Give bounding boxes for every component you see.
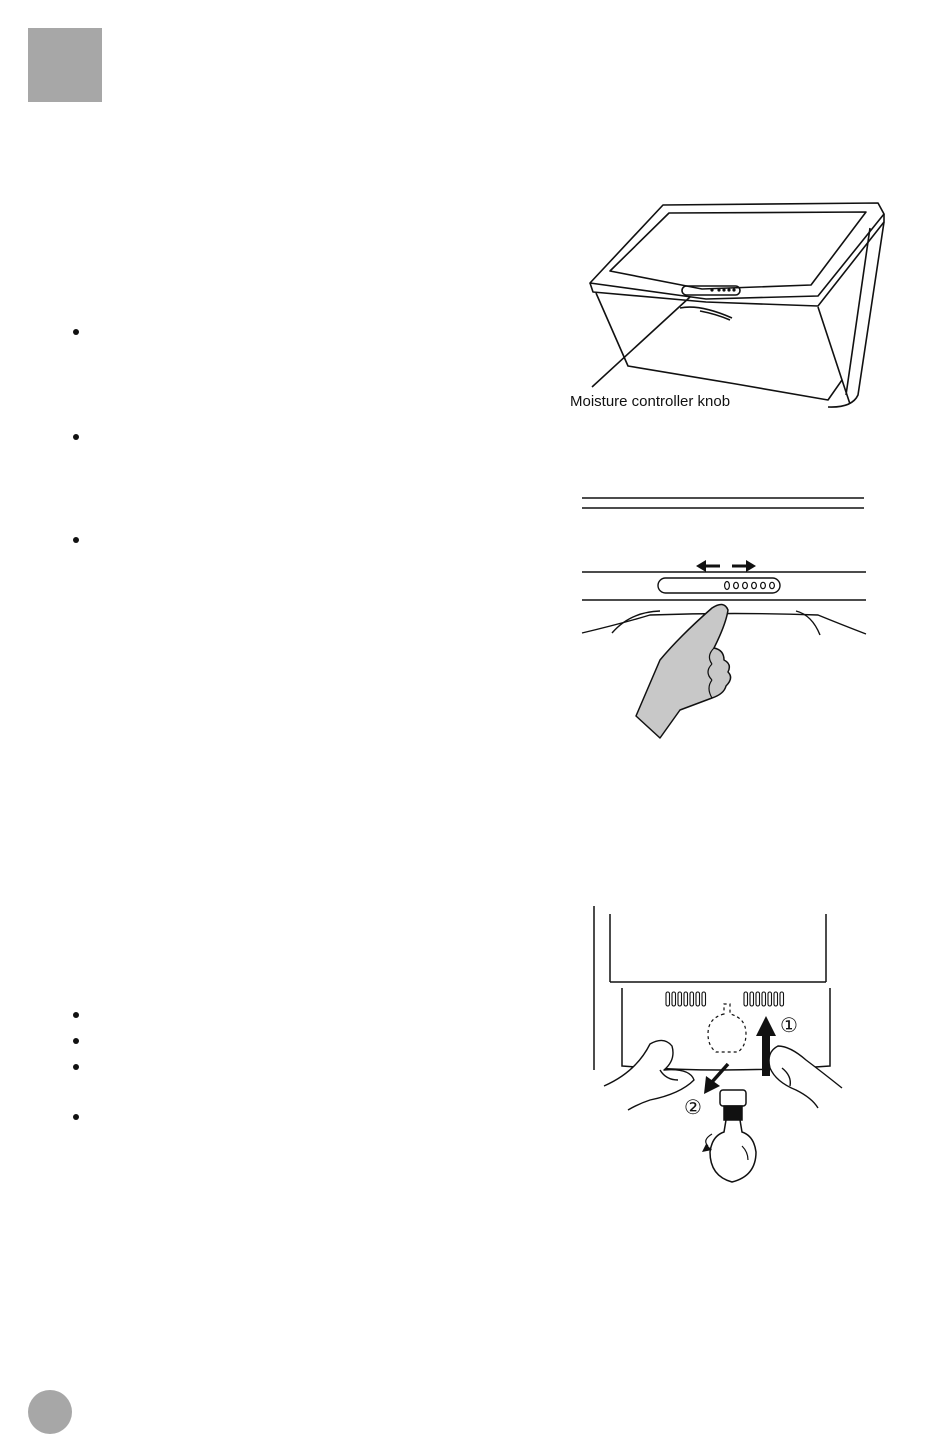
step-one-marker: ① bbox=[780, 1013, 798, 1037]
step-two-marker: ② bbox=[684, 1095, 702, 1119]
moisture-controller-label: Moisture controller knob bbox=[570, 393, 731, 410]
